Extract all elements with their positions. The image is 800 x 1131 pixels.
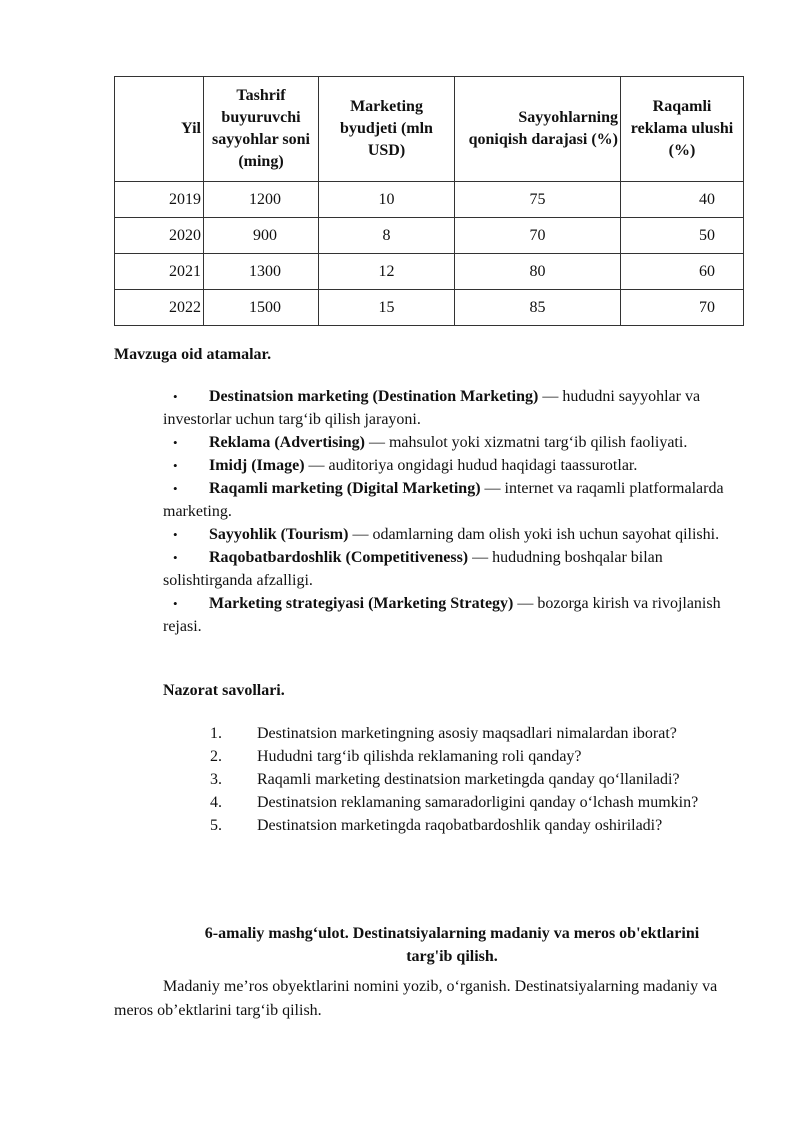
term-name: Sayyohlik (Tourism) xyxy=(209,526,349,543)
list-item xyxy=(163,546,743,592)
question-number: 1. xyxy=(210,725,222,742)
list-item xyxy=(210,745,698,768)
term-definition: — mahsulot yoki xizmatni targ‘ib qilish faoliyati. xyxy=(364,434,688,451)
question-text: Destinatsion marketingning asosiy maqsadlari nimalardan iborat? xyxy=(257,725,677,742)
term-name: Raqamli marketing (Digital Marketing) xyxy=(209,480,481,497)
cell-digital-share: 50 xyxy=(621,218,744,254)
bullet-icon: • xyxy=(173,435,178,450)
list-item xyxy=(163,385,743,431)
cell-satisfaction: 85 xyxy=(455,290,621,326)
terms-list xyxy=(163,385,743,638)
cell-year: 2022 xyxy=(115,290,204,326)
cell-visitors: 1500 xyxy=(204,290,319,326)
header-satisfaction: Sayyohlarning qoniqish darajasi (%) xyxy=(455,77,621,182)
term-definition: — hududni sayyohlar va investorlar uchun targ‘ib qilish jarayoni. xyxy=(163,388,701,428)
list-item xyxy=(163,477,743,523)
cell-visitors: 1200 xyxy=(204,182,319,218)
bullet-icon: • xyxy=(173,481,178,496)
question-text: Destinatsion marketingda raqobatbardoshlik qanday oshiriladi? xyxy=(257,817,663,834)
header-digital-ad-share: Raqamli reklama ulushi (%) xyxy=(621,77,744,182)
cell-digital-share: 60 xyxy=(621,254,744,290)
list-item xyxy=(163,592,743,638)
lesson-title-line-1: 6-amaliy mashg‘ulot. Destinatsiyalarning madaniy va meros ob'ektlarini xyxy=(204,925,700,942)
term-definition: — internet va raqamli platformalarda marketing. xyxy=(163,480,724,520)
table-header-row xyxy=(115,77,744,182)
table-row xyxy=(115,290,744,326)
term-name: Reklama (Advertising) xyxy=(209,434,365,451)
control-questions-list xyxy=(210,722,698,837)
term-definition: — bozorga kirish va rivojlanish rejasi. xyxy=(163,595,721,635)
cell-satisfaction: 75 xyxy=(455,182,621,218)
bullet-icon: • xyxy=(173,527,178,542)
table-row xyxy=(115,218,744,254)
lesson-title xyxy=(114,922,790,968)
term-definition: — odamlarning dam olish yoki ish uchun sayohat qilishi. xyxy=(348,526,720,543)
cell-digital-share: 70 xyxy=(621,290,744,326)
cell-digital-share: 40 xyxy=(621,182,744,218)
lesson-description: Madaniy me’ros obyektlarini nomini yozib, o‘rganish. Destinatsiyalarning madaniy va meros ob’ektlarini targ‘ib qilish. xyxy=(114,978,718,1019)
cell-satisfaction: 80 xyxy=(455,254,621,290)
term-name: Raqobatbardoshlik (Competitiveness) xyxy=(209,549,469,566)
term-definition: — auditoriya ongidagi hudud haqidagi taassurotlar. xyxy=(304,457,638,474)
cell-satisfaction: 70 xyxy=(455,218,621,254)
list-item xyxy=(163,431,743,454)
list-item xyxy=(210,791,698,814)
cell-budget: 12 xyxy=(319,254,455,290)
question-number: 3. xyxy=(210,771,222,788)
term-name: Imidj (Image) xyxy=(209,457,305,474)
bullet-icon: • xyxy=(173,458,178,473)
cell-year: 2019 xyxy=(115,182,204,218)
tourism-statistics-table xyxy=(114,76,744,326)
table-row xyxy=(115,182,744,218)
header-year: Yil xyxy=(115,77,204,182)
header-visitors: Tashrif buyuruvchi sayyohlar soni (ming) xyxy=(204,77,319,182)
term-definition: — hududning boshqalar bilan solishtirganda afzalligi. xyxy=(163,549,663,589)
cell-year: 2020 xyxy=(115,218,204,254)
table-row xyxy=(115,254,744,290)
cell-budget: 10 xyxy=(319,182,455,218)
question-text: Hududni targ‘ib qilishda reklamaning roli qanday? xyxy=(257,748,582,765)
question-number: 2. xyxy=(210,748,222,765)
question-number: 5. xyxy=(210,817,222,834)
header-marketing-budget: Marketing byudjeti (mln USD) xyxy=(319,77,455,182)
bullet-icon: • xyxy=(173,550,178,565)
question-text: Destinatsion reklamaning samaradorligini qanday o‘lchash mumkin? xyxy=(257,794,699,811)
list-item xyxy=(163,523,743,546)
term-name: Destinatsion marketing (Destination Marketing) xyxy=(209,388,539,405)
list-item xyxy=(210,722,698,745)
question-text: Raqamli marketing destinatsion marketingda qanday qo‘llaniladi? xyxy=(257,771,680,788)
cell-budget: 15 xyxy=(319,290,455,326)
cell-visitors: 900 xyxy=(204,218,319,254)
term-name: Marketing strategiyasi (Marketing Strategy) xyxy=(209,595,514,612)
list-item xyxy=(210,814,698,837)
bullet-icon: • xyxy=(173,389,178,404)
lesson-title-line-2: targ'ib qilish. xyxy=(406,948,498,965)
bullet-icon: • xyxy=(173,596,178,611)
list-item xyxy=(210,768,698,791)
question-number: 4. xyxy=(210,794,222,811)
terms-heading: Mavzuga oid atamalar. xyxy=(114,346,272,363)
cell-visitors: 1300 xyxy=(204,254,319,290)
cell-budget: 8 xyxy=(319,218,455,254)
cell-year: 2021 xyxy=(115,254,204,290)
list-item xyxy=(163,454,743,477)
control-questions-heading: Nazorat savollari. xyxy=(163,682,285,699)
